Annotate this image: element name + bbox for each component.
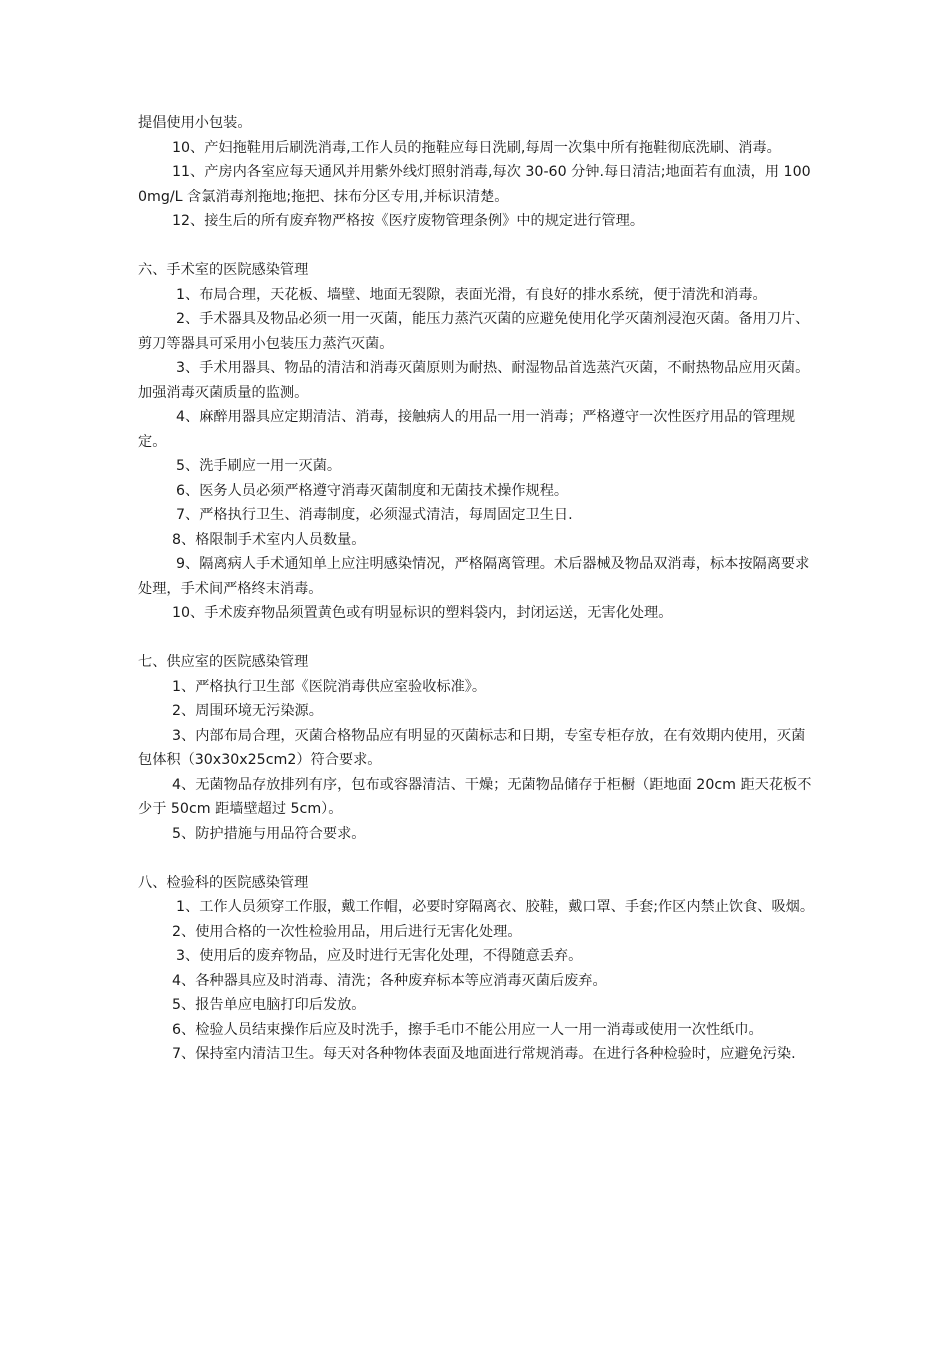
document-body (138, 111, 816, 1067)
section-heading: 六、手术室的医院感染管理 (138, 262, 309, 278)
list-item: 1、严格执行卫生部《医院消毒供应室验收标准》。 (172, 678, 487, 695)
paragraph-item-10: 10、产妇拖鞋用后刷洗消毒,工作人员的拖鞋应每日洗刷,每周一次集中所有拖鞋彻底洗刷、消毒。 (172, 139, 781, 156)
list-item: 2、手术器具及物品必须一用一灭菌，能压力蒸汽灭菌的应避免使用化学灭菌剂浸泡灭菌。备用刀片、剪刀等器具可采用小包装压力蒸汽灭菌。 (138, 311, 810, 352)
list-item: 5、报告单应电脑打印后发放。 (172, 997, 366, 1013)
list-item: 7、严格执行卫生、消毒制度，必须湿式清洁，每周固定卫生日. (176, 507, 573, 523)
list-item: 6、医务人员必须严格遵守消毒灭菌制度和无菌技术操作规程。 (176, 482, 569, 499)
list-item: 6、检验人员结束操作后应及时洗手，擦手毛巾不能公用应一人一用一消毒或使用一次性纸巾。 (172, 1021, 763, 1038)
list-item: 9、隔离病人手术通知单上应注明感染情况，严格隔离管理。术后器械及物品双消毒，标本按隔离要求处理，手术间严格终末消毒。 (138, 556, 810, 597)
list-item: 4、无菌物品存放排列有序，包布或容器清洁、干燥；无菌物品储存于柜橱（距地面 20cm 距天花板不少于 50cm 距墙壁超过 5cm）。 (138, 776, 812, 817)
paragraph-continuation: 提倡使用小包装。 (138, 115, 252, 131)
section-heading: 七、供应室的医院感染管理 (138, 654, 309, 670)
list-item: 7、保持室内清洁卫生。每天对各种物体表面及地面进行常规消毒。在进行各种检验时，应避免污染. (172, 1046, 796, 1062)
list-item: 2、使用合格的一次性检验用品，用后进行无害化处理。 (172, 923, 522, 940)
list-item: 5、防护措施与用品符合要求。 (172, 825, 366, 842)
list-item: 3、手术用器具、物品的清洁和消毒灭菌原则为耐热、耐湿物品首选蒸汽灭菌，不耐热物品应用灭菌。加强消毒灭菌质量的监测。 (138, 360, 810, 401)
list-item: 2、周围环境无污染源。 (172, 703, 323, 719)
list-item: 10、手术废弃物品须置黄色或有明显标识的塑料袋内，封闭运送，无害化处理。 (172, 605, 673, 621)
list-item: 1、工作人员须穿工作服，戴工作帽，必要时穿隔离衣、胶鞋，戴口罩、手套;作区内禁止饮食、吸烟。 (176, 899, 815, 915)
section-heading: 八、检验科的医院感染管理 (138, 874, 309, 891)
list-item: 1、布局合理，天花板、墙壁、地面无裂隙，表面光滑，有良好的排水系统，便于清洗和消毒。 (176, 286, 767, 303)
list-item: 5、洗手刷应一用一灭菌。 (176, 458, 342, 474)
list-item: 3、使用后的废弃物品，应及时进行无害化处理，不得随意丢弃。 (176, 948, 583, 964)
list-item: 4、麻醉用器具应定期清洁、消毒，接触病人的用品一用一消毒；严格遵守一次性医疗用品的管理规定。 (138, 409, 796, 450)
list-item: 4、各种器具应及时消毒、清洗；各种废弃标本等应消毒灭菌后废弃。 (172, 972, 607, 989)
section-laboratory (138, 871, 816, 1067)
section-supply-room (138, 650, 816, 846)
list-item: 3、内部布局合理，灭菌合格物品应有明显的灭菌标志和日期，专室专柜存放，在有效期内使用，灭菌包体积（30x30x25cm2）符合要求。 (138, 727, 806, 768)
paragraph-item-12: 12、接生后的所有废弃物严格按《医疗废物管理条例》中的规定进行管理。 (172, 213, 645, 229)
section-operating-room (138, 258, 816, 626)
paragraph-item-11: 11、产房内各室应每天通风并用紫外线灯照射消毒,每次 30-60 分钟.每日清洁;地面若有血渍，用 1000mg/L 含氯消毒剂拖地;拖把、抹布分区专用,并标识清楚。 (138, 164, 811, 205)
list-item: 8、格限制手术室内人员数量。 (172, 531, 366, 548)
